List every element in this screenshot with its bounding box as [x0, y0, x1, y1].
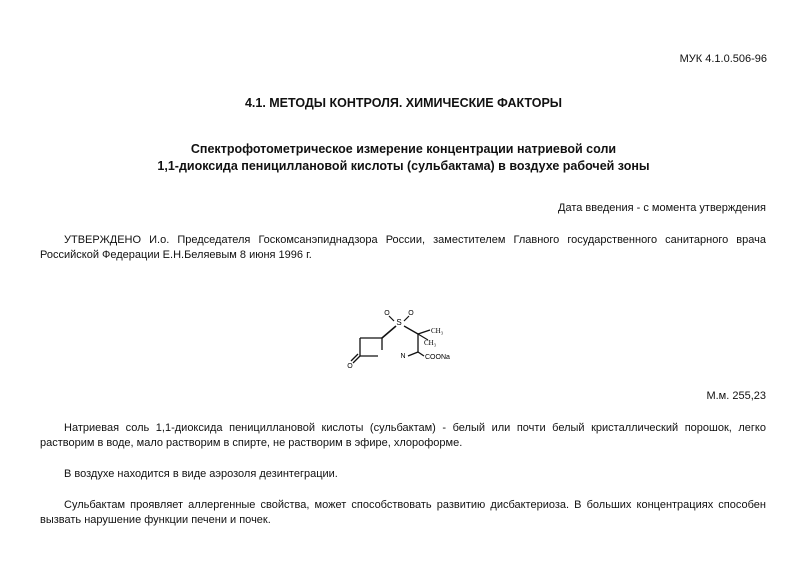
- document-code: МУК 4.1.0.506-96: [679, 53, 767, 65]
- molar-mass: М.м. 255,23: [706, 390, 766, 402]
- introduction-date: Дата введения - с момента утверждения: [558, 202, 766, 214]
- properties-paragraph: Сульбактам проявляет аллергенные свойства, может способствовать развитию дисбактериоза. В больших концентрациях способен вызвать нарушение функции печени и почек.: [40, 499, 766, 526]
- approval-paragraph: УТВЕРЖДЕНО И.о. Председателя Госкомсанэпиднадзора России, заместителем Главного государственного санитарного врача Российской Федерации Е.Н.Беляевым 8 июня 1996 г.: [40, 234, 766, 261]
- oxygen-label-left: O: [384, 310, 390, 317]
- methyl-label-bottom: CH₃: [424, 339, 437, 347]
- title-line-1: Спектрофотометрическое измерение концентрации натриевой соли: [190, 142, 617, 156]
- methyl-label-top: CH₃: [431, 327, 444, 335]
- oxygen-label-right: O: [408, 310, 414, 317]
- carbonyl-oxygen-label: O: [347, 363, 353, 370]
- air-state-paragraph: В воздухе находится в виде аэрозоля дезинтеграции.: [64, 468, 338, 480]
- sulfur-label: S: [396, 318, 402, 327]
- description-paragraph: Натриевая соль 1,1-диоксида пенициллановой кислоты (сульбактам) - белый или почти белый кристаллический порошок, легко растворим в воде, мало растворим в спирте, не растворим в эфире, хлороформе.: [40, 422, 766, 449]
- section-title: 4.1. МЕТОДЫ КОНТРОЛЯ. ХИМИЧЕСКИЕ ФАКТОРЫ: [244, 96, 563, 110]
- title-line-2: 1,1-диоксида пенициллановой кислоты (сульбактама) в воздухе рабочей зоны: [157, 159, 650, 173]
- sulbactam-structure-diagram: [340, 300, 470, 375]
- nitrogen-label: N: [400, 353, 406, 360]
- carboxylate-label: COONa: [425, 354, 450, 361]
- document-title: [0, 141, 807, 175]
